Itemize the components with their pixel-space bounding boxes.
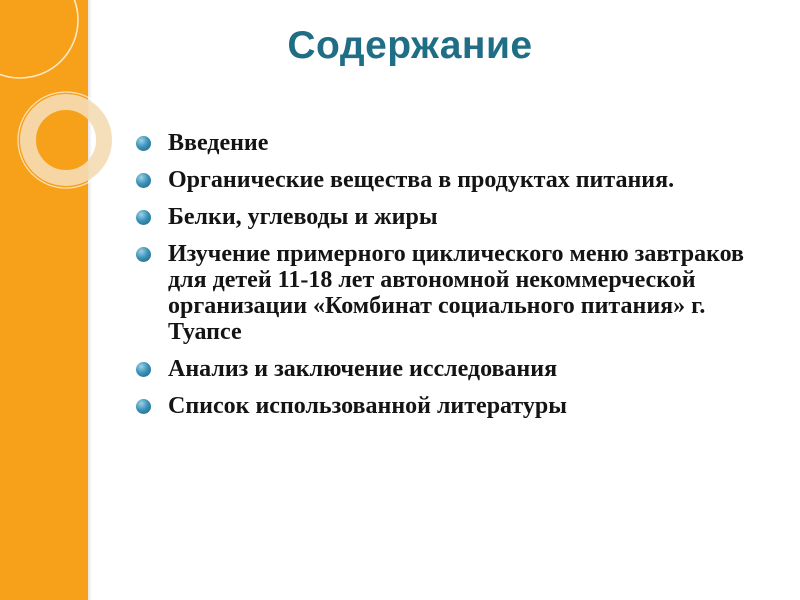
list-item-text: Изучение примерного циклического меню завтраков для детей 11-18 лет автономной некоммерческой организации «Комбинат социального питания» г. Туапсе [168,241,744,345]
list-item [136,204,776,230]
list-item [136,167,776,193]
list-item-text: Анализ и заключение исследования [168,356,558,382]
slide-title: Содержание [287,24,533,67]
list-item [136,393,776,419]
list-item-text: Список использованной литературы [168,393,567,419]
bullet-icon [136,247,151,262]
list-item-text: Введение [168,130,269,156]
list-item-text: Белки, углеводы и жиры [168,204,438,230]
bullet-icon [136,399,151,414]
list-item [136,356,776,382]
bullet-icon [136,362,151,377]
bullet-icon [136,210,151,225]
contents-list [136,130,776,430]
list-item [136,130,776,156]
bullet-icon [136,136,151,151]
list-item-text: Органические вещества в продуктах питания. [168,167,675,193]
list-item [136,241,776,345]
bullet-icon [136,173,151,188]
